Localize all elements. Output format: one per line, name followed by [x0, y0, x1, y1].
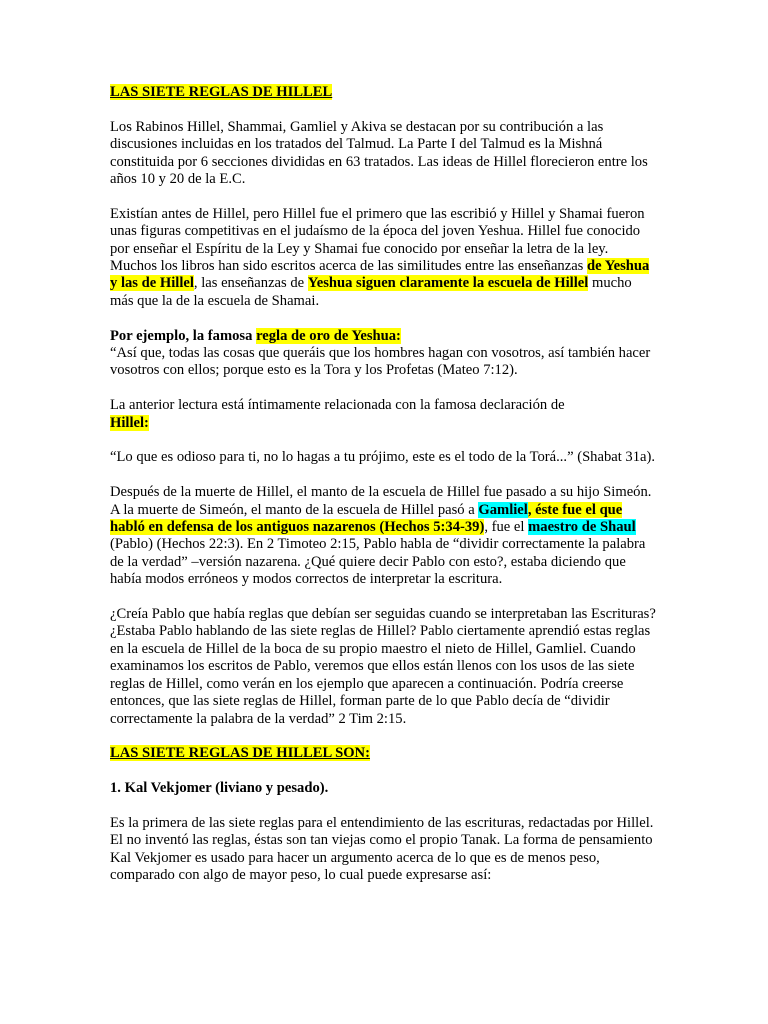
paragraph-hillel-shamai — [110, 206, 658, 310]
paragraph-text: (Pablo) (Hechos 22:3). En 2 Timoteo 2:15, Pablo habla de “dividir correctamente la palabra de la verdad” –versión nazarena. ¿Qué quiere decir Pablo con esto?, estaba diciendo que había modos erróneos y modos correctos de interpretar la escritura. — [110, 536, 646, 588]
rule-heading — [110, 780, 658, 797]
highlight-cyan-text: Gamliel — [478, 501, 528, 518]
paragraph-declaration — [110, 397, 658, 432]
doc-title-text: LAS SIETE REGLAS DE HILLEL — [110, 84, 333, 100]
paragraph-gamliel — [110, 484, 658, 588]
quote-text: “Así que, todas las cosas que queráis que los hombres hagan con vosotros, así también hacer vosotros con ellos; porque esto es la Tora y los Profetas (Mateo 7:12). — [110, 345, 651, 379]
bold-lead: Por ejemplo, la famosa — [110, 327, 253, 344]
doc-title — [110, 84, 658, 101]
paragraph-kal-vekjomer: Es la primera de las siete reglas para el entendimiento de las escrituras, redactadas por Hillel. El no inventó las reglas, éstas son tan viejas como el propio Tanak. La forma de pensamiento Kal Vekjomer es usado para hacer un argumento acerca de lo que es de menos peso, comparado con algo de mayor peso, lo cual puede expresarse así: — [110, 814, 654, 884]
highlight-text: Hillel: — [110, 414, 149, 431]
highlight-cyan-text: maestro de Shaul — [528, 519, 636, 536]
quote-shabat: “Lo que es odioso para ti, no lo hagas a tu prójimo, este es el todo de la Torá...” (Shabat 31a). — [110, 449, 656, 466]
paragraph-pablo: ¿Creía Pablo que había reglas que debían ser seguidas cuando se interpretaban las Escrituras? ¿Estaba Pablo hablando de las siete reglas de Hillel? Pablo ciertamente aprendió estas reglas en la escuela de Hillel de la boca de su propio maestro el nieto de Hillel, Gamliel. Cuando examinamos los escritos de Pablo, veremos que ellos están llenos con los usos de las siete reglas de Hillel, como verán en los ejemplo que aparecen a continuación. Podría creerse entonces, que las siete reglas de Hillel, forman parte de lo que Pablo decía de “dividir correctamente la palabra de la verdad” 2 Tim 2:15. — [110, 606, 656, 727]
paragraph-text: La anterior lectura está íntimamente relacionada con la famosa declaración de — [110, 397, 565, 414]
section-heading — [110, 745, 658, 762]
section-heading-text: LAS SIETE REGLAS DE HILLEL SON: — [110, 745, 370, 762]
highlight-text: Yeshua siguen claramente la escuela de Hillel — [307, 275, 589, 292]
paragraph-text: , fue el — [484, 519, 525, 536]
paragraph-text: Después de la muerte de Hillel, el manto de la escuela de Hillel fue pasado a su hijo Simeón. A la muerte de Simeón, el manto de la escuela de Hillel pasó a — [110, 484, 652, 518]
paragraph-intro: Los Rabinos Hillel, Shammai, Gamliel y Akiva se destacan por su contribución a las discusiones incluidas en los tratados del Talmud. La Parte I del Talmud es la Mishná constituida por 6 secciones divididas en 63 tratados. Las ideas de Hillel florecieron entre los años 10 y 20 de la E.C. — [110, 118, 648, 188]
paragraph-text: Existían antes de Hillel, pero Hillel fue el primero que las escribió y Hillel y Shamai fueron unas figuras competitivas en el judaísmo de la época del joven Yeshua. Hillel fue conocido por enseñar el Espíritu de la Ley y Shamai fue conocido por enseñar la letra de la ley. Muchos los libros han sido escritos acerca de las similitudes entre las enseñanzas — [110, 205, 645, 275]
paragraph-text: mucho más que la de la escuela de Shamai. — [110, 275, 632, 309]
paragraph-text: , las enseñanzas de — [193, 275, 305, 292]
highlight-text: regla de oro de Yeshua: — [256, 327, 401, 344]
highlight-text: de Yeshua y las de Hillel — [110, 258, 650, 292]
document-page — [110, 84, 658, 902]
rule-heading-text: 1. Kal Vekjomer (liviano y pesado). — [110, 780, 329, 797]
highlight-text: , éste fue el que habló en defensa de los antiguos nazarenos (Hechos 5:34-39) — [110, 501, 623, 536]
paragraph-golden-rule — [110, 328, 658, 380]
